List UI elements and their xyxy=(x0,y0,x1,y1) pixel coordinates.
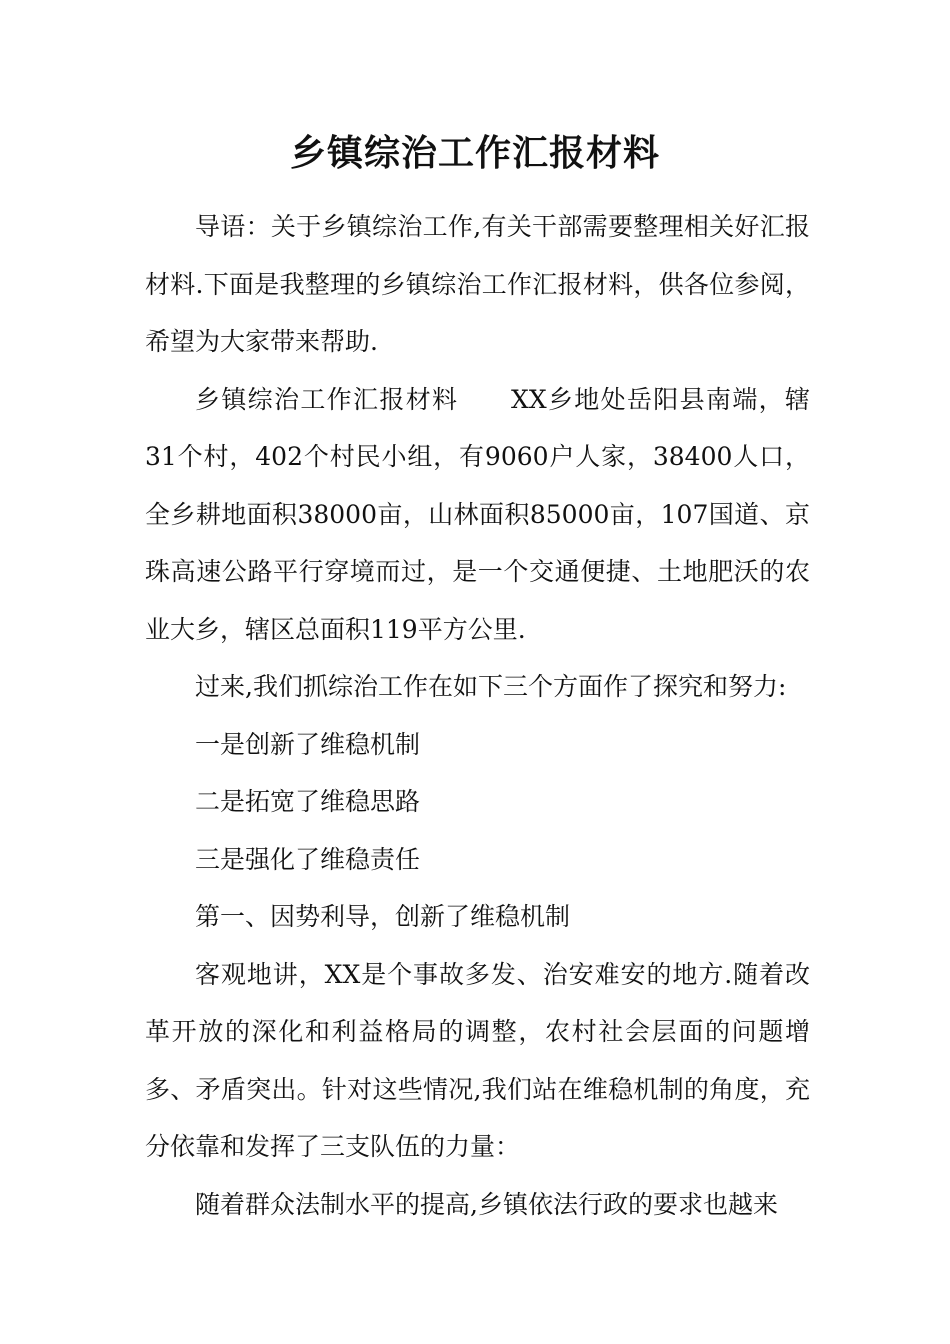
section-heading-first: 第一、因势利导，创新了维稳机制 xyxy=(195,902,571,931)
paragraph-point-one: 一是创新了维稳机制 xyxy=(195,729,421,759)
document-body xyxy=(145,198,810,1233)
paragraph-efforts: 过来,我们抓综治工作在如下三个方面作了探究和努力: xyxy=(195,672,787,701)
paragraph-point-two: 二是拓宽了维稳思路 xyxy=(195,787,421,816)
paragraph-point-three: 三是强化了维稳责任 xyxy=(195,844,421,874)
paragraph-objective: 客观地讲，XX是个事故多发、治安难安的地方.随着改革开放的深化和利益格局的调整，农村社会层面的问题增多、矛盾突出。针对这些情况,我们站在维稳机制的角度，充分依靠和发挥了三支队伍的力量： xyxy=(145,959,810,1161)
document-title: 乡镇综治工作汇报材料 xyxy=(289,133,660,174)
paragraph-overview: 乡镇综治工作汇报材料 XX乡地处岳阳县南端，辖31个村，402个村民小组，有9060户人家，38400人口，全乡耕地面积38000亩，山林面积85000亩，107国道、京珠高速公路平行穿境而过，是一个交通便捷、土地肥沃的农业大乡，辖区总面积119平方公里. xyxy=(145,384,810,644)
paragraph-intro: 导语：关于乡镇综治工作,有关干部需要整理相关好汇报材料.下面是我整理的乡镇综治工作汇报材料，供各位参阅，希望为大家带来帮助. xyxy=(145,212,810,356)
paragraph-continued: 随着群众法制水平的提高,乡镇依法行政的要求也越来 xyxy=(195,1189,778,1219)
